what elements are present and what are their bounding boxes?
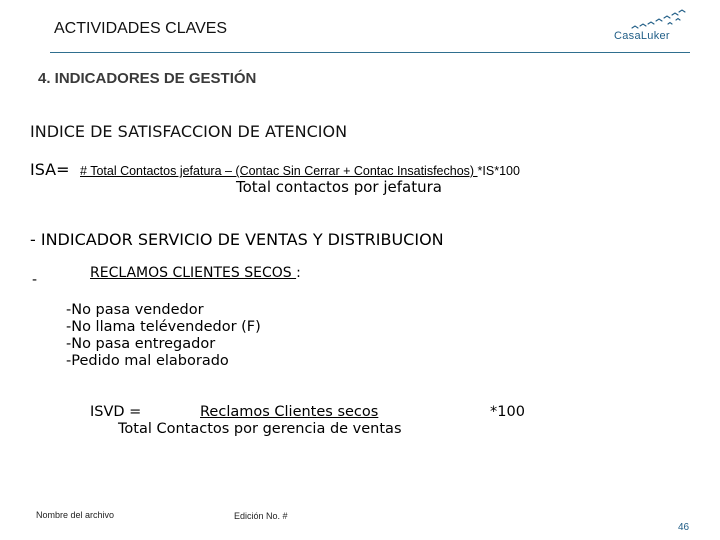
claims-heading	[90, 265, 301, 281]
isa-label: ISA=	[30, 160, 70, 179]
list-item: -No pasa vendedor	[66, 302, 204, 318]
isa-formula-numerator	[80, 164, 520, 178]
list-item: -No pasa entregador	[66, 336, 216, 352]
isvd-label: ISVD =	[90, 404, 142, 420]
isvd-multiplier: *100	[490, 404, 525, 420]
header-divider	[50, 52, 690, 53]
isvd-formula-denominator: Total Contactos por gerencia de ventas	[118, 421, 402, 437]
list-item: -Pedido mal elaborado	[66, 353, 229, 369]
bullet-dash: -	[32, 272, 38, 288]
birds-logo-icon	[608, 8, 690, 32]
page-number: 46	[678, 522, 690, 533]
footer-edition: Edición No. #	[234, 511, 288, 521]
list-item: -No llama telévendedor (F)	[66, 319, 261, 335]
isa-numerator-text: # Total Contactos jefatura – (Contac Sin Cerrar + Contac Insatisfechos)	[80, 164, 478, 178]
logo-text: CasaLuker	[614, 30, 670, 42]
casaluker-logo	[608, 8, 690, 48]
indicator-subtitle: INDICE DE SATISFACCION DE ATENCION	[30, 122, 348, 141]
footer-file-name: Nombre del archivo	[36, 510, 115, 520]
claims-list	[66, 302, 261, 370]
isa-multiplier: *IS*100	[477, 164, 520, 178]
isa-formula-denominator: Total contactos por jefatura	[236, 178, 442, 196]
header-title: ACTIVIDADES CLAVES	[54, 20, 228, 37]
isvd-formula-numerator: Reclamos Clientes secos	[200, 404, 379, 420]
claims-label: RECLAMOS CLIENTES SECOS	[90, 265, 297, 281]
claims-colon: :	[296, 265, 301, 281]
section-title: 4. INDICADORES DE GESTIÓN	[38, 70, 257, 87]
indicator-heading: - INDICADOR SERVICIO DE VENTAS Y DISTRIBUCION	[30, 230, 444, 249]
